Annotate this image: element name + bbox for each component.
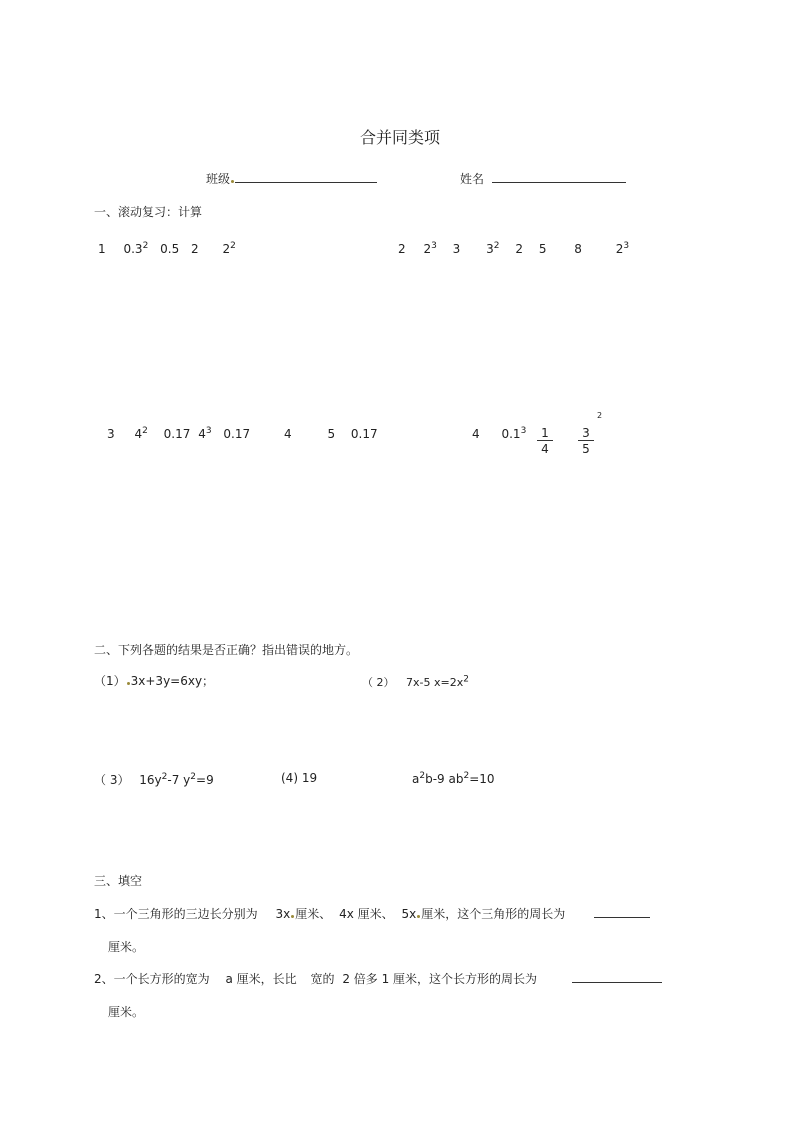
calc-problem-4 [472, 426, 526, 441]
expression: =10 [469, 772, 495, 786]
term: 2 [515, 242, 523, 256]
term: 2 [423, 242, 432, 256]
judge-problem-4-number: (4) 19 [281, 771, 318, 785]
term: 0.17 [223, 427, 251, 441]
exponent: 2 [597, 411, 603, 420]
question-text: 2 倍多 1 厘米，这个长方形的周长为 [342, 972, 538, 986]
term: 3 [452, 242, 461, 256]
expression: 7x-5 x=2x [406, 676, 464, 689]
denominator: 4 [541, 442, 549, 456]
expression: 16y [139, 773, 162, 787]
term: 0.3 [123, 242, 143, 256]
judge-problem-1 [94, 672, 214, 689]
section-1-heading: 一、滚动复习：计算 [94, 205, 203, 219]
question-text: 2、一个长方形的宽为 [94, 972, 210, 986]
question-text: 1、一个三角形的三边长分别为 [94, 907, 258, 921]
expression: -7 y [167, 773, 191, 787]
numerator: 3 [578, 426, 594, 441]
class-blank[interactable] [235, 170, 377, 183]
question-text: 5x [401, 907, 417, 921]
exponent: 3 [623, 241, 630, 251]
exponent: 2 [142, 241, 149, 251]
expression: 3x+3y=6xy； [130, 674, 215, 688]
term: 2 [222, 242, 231, 256]
calc-problem-3 [107, 426, 378, 441]
question-text: 3x [275, 907, 291, 921]
name-field [460, 170, 626, 187]
mark-dot [291, 915, 294, 918]
problem-number: 3 [107, 427, 115, 441]
term: 0.17 [350, 427, 378, 441]
exponent: 2 [463, 771, 470, 781]
question-text: a 厘米，长比 [225, 972, 297, 986]
expression: =9 [196, 773, 214, 787]
fill-blank-2[interactable] [572, 970, 662, 986]
problem-number: 4 [472, 427, 480, 441]
judge-problem-3 [94, 771, 214, 788]
term: 0.1 [501, 427, 521, 441]
calc-problem-2 [398, 241, 629, 256]
judge-problem-4-expression [412, 771, 495, 786]
question-text: 厘米、 [295, 907, 332, 921]
fraction-2 [578, 426, 594, 457]
denominator: 5 [582, 442, 590, 456]
question-text: 厘米，这个三角形的周长为 [421, 907, 566, 921]
exponent: 2 [161, 772, 168, 782]
numerator: 1 [537, 426, 553, 441]
question-text: 4x 厘米、 [339, 907, 394, 921]
term: 0.5 [160, 242, 180, 256]
class-label: 班级 [206, 172, 231, 186]
exponent: 2 [142, 426, 148, 436]
class-field [206, 170, 377, 187]
term: 5 [327, 427, 336, 441]
exponent: 2 [493, 241, 500, 251]
expression: b-9 ab [425, 772, 464, 786]
problem-number: （1） [94, 674, 126, 688]
judge-problem-2 [362, 674, 469, 690]
fill-problem-1-unit: 厘米。 [108, 940, 145, 954]
term: 4 [283, 427, 292, 441]
fill-problem-1 [94, 905, 565, 922]
term: 3 [486, 242, 494, 256]
exponent: 2 [463, 674, 469, 685]
question-text: 宽的 [310, 972, 335, 986]
fill-problem-2-unit: 厘米。 [108, 1005, 145, 1019]
page-title: 合并同类项 [359, 128, 440, 147]
term: 4 [198, 427, 206, 441]
section-3-heading: 三、填空 [94, 874, 143, 888]
mark-dot [127, 682, 130, 685]
name-blank[interactable] [492, 170, 626, 183]
exponent: 3 [431, 241, 437, 251]
exponent: 2 [190, 772, 197, 782]
term: 5 [538, 242, 547, 256]
exponent: 3 [520, 426, 527, 436]
exponent: 2 [230, 241, 236, 251]
exponent: 3 [205, 426, 212, 436]
mark-dot [231, 180, 234, 183]
section-2-heading: 二、下列各题的结果是否正确？指出错误的地方。 [94, 643, 359, 657]
expression: a [412, 772, 420, 786]
term: 0.17 [163, 427, 191, 441]
name-label: 姓名 [460, 172, 485, 186]
problem-number: 2 [398, 242, 406, 256]
calc-problem-1 [98, 241, 236, 256]
term: 2 [615, 242, 624, 256]
term: 8 [574, 242, 582, 256]
fill-blank-1[interactable] [594, 905, 650, 921]
fill-problem-2 [94, 970, 537, 987]
problem-number: （ 2） [362, 676, 395, 689]
term: 2 [191, 242, 199, 256]
fraction-1 [537, 426, 553, 457]
term: 4 [134, 427, 143, 441]
mark-dot [417, 915, 420, 918]
problem-number: （ 3） [94, 773, 130, 787]
problem-number: 1 [98, 242, 106, 256]
exponent: 2 [419, 771, 426, 781]
